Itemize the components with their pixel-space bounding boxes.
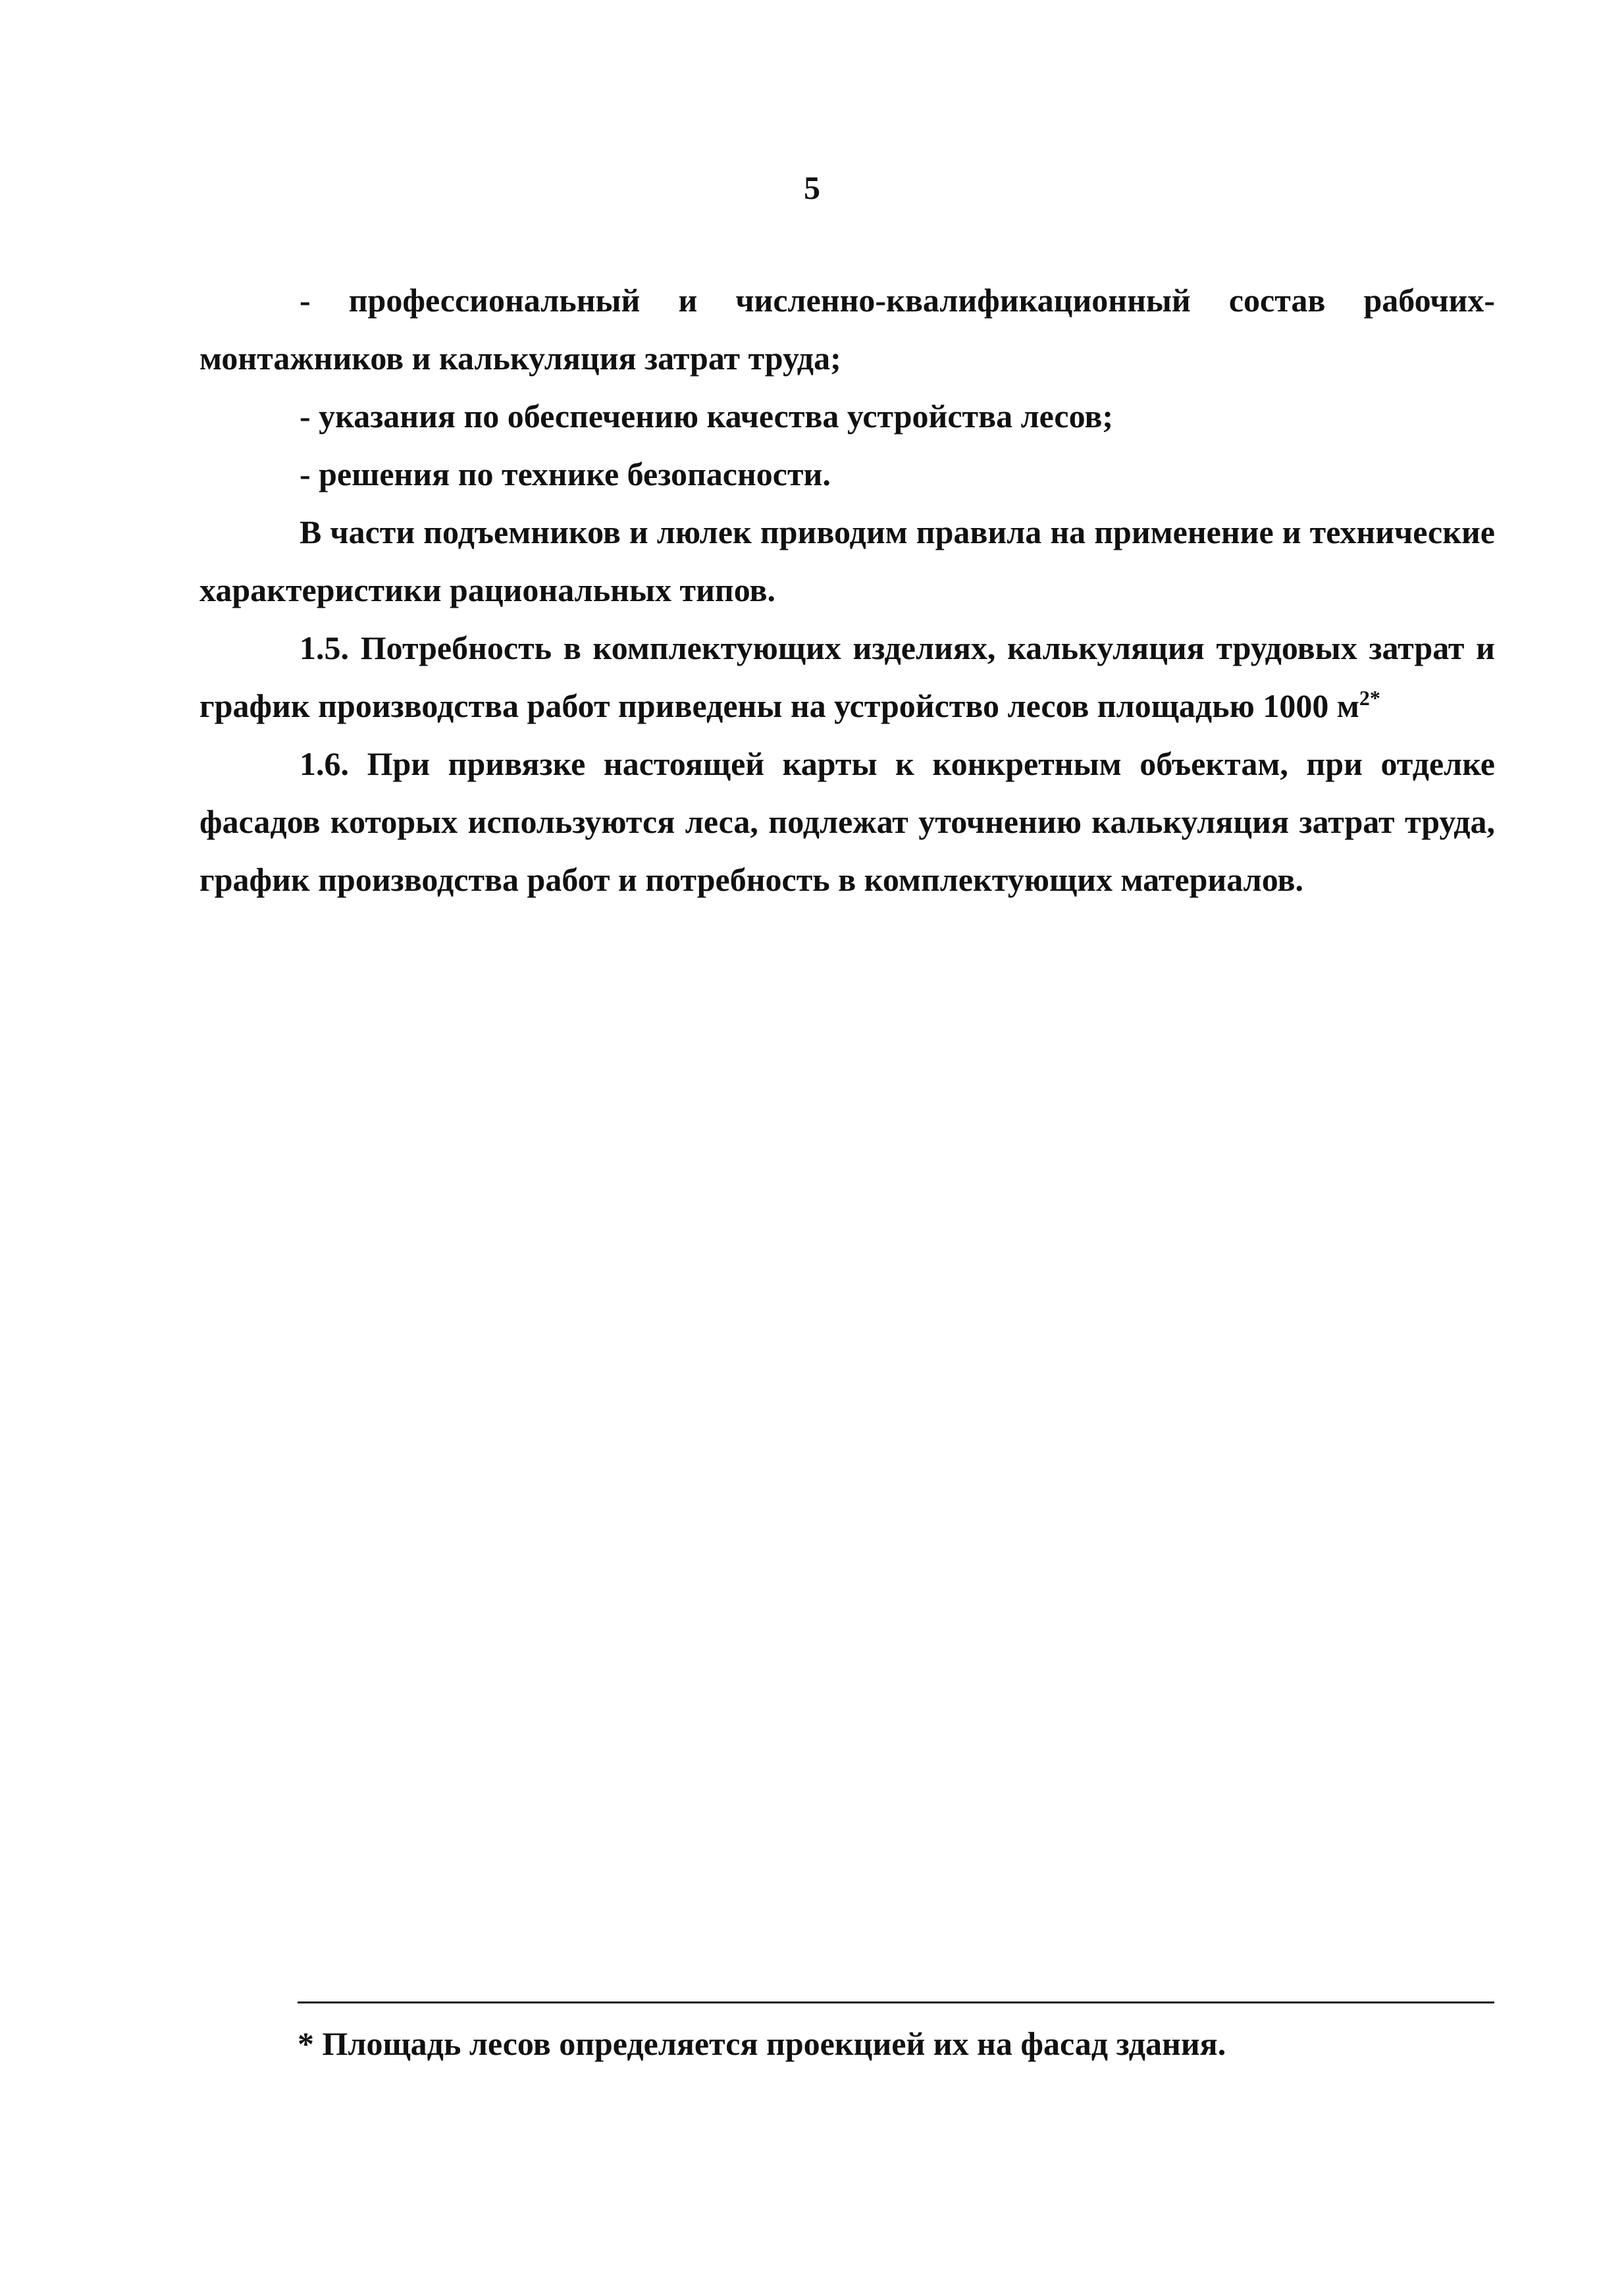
page-number: 5 xyxy=(804,169,820,206)
paragraph-crew-composition: - профессиональный и численно-квалификационный состав рабочих-монтажников и калькуляция затрат труда; xyxy=(199,282,1495,377)
paragraph-quality-guidance: - указания по обеспечению качества устройства лесов; xyxy=(300,398,1114,435)
paragraph-1-5-text: 1.5. Потребность в комплектующих изделиях, калькуляция трудовых затрат и график производства работ приведены на устройство лесов площадью 1000 м xyxy=(199,629,1495,724)
paragraph-lifts-and-cradles: В части подъемников и люлек приводим правила на применение и технические характеристики рациональных типов. xyxy=(199,514,1495,608)
document-body xyxy=(199,271,1495,909)
area-unit-superscript: 2* xyxy=(1359,686,1380,710)
paragraph-1-5 xyxy=(199,619,1495,735)
paragraph-1-6: 1.6. При привязке настоящей карты к конкретным объектам, при отделке фасадов которых используются леса, подлежат уточнению калькуляция затрат труда, график производства работ и потребность в комплектующих материалов. xyxy=(199,745,1495,898)
paragraph-safety-solutions: - решения по технике безопасности. xyxy=(300,456,831,492)
footnote-divider xyxy=(298,2001,1494,2003)
footnote: * Площадь лесов определяется проекцией их на фасад здания. xyxy=(298,2025,1226,2062)
